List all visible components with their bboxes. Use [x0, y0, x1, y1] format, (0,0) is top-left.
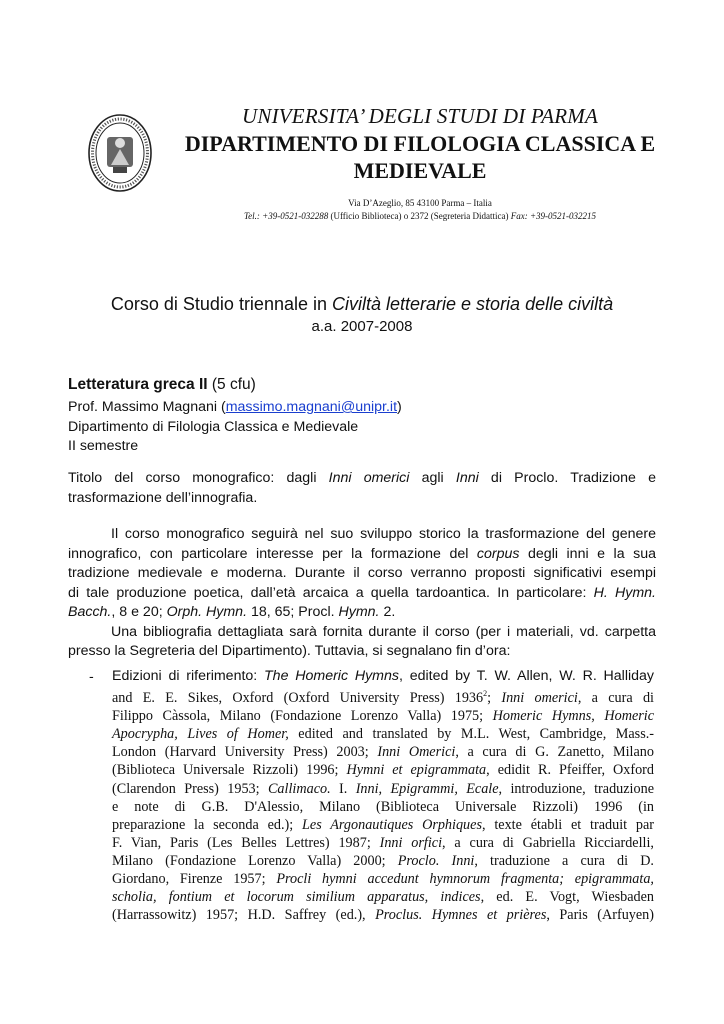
desc-line5	[68, 603, 656, 623]
italic-text: H. Hymn.	[593, 584, 657, 601]
text: London (Harvard University Press) 2003;	[112, 744, 378, 761]
text: , edited by T. W. Allen, W. R. Halliday	[398, 668, 654, 684]
professor-suffix: )	[397, 399, 402, 415]
text: Titolo del corso monografico: dagli	[68, 470, 329, 486]
department-name	[170, 130, 670, 184]
text: , texte établi et traduit par	[481, 816, 655, 833]
professor-info	[68, 398, 656, 457]
italic-text: Apocrypha, Lives of Homer,	[112, 726, 289, 743]
text: , traduzione a cura di D.	[474, 852, 654, 869]
desc-line2	[68, 545, 656, 565]
text: I.	[330, 780, 356, 797]
text: ,	[591, 708, 605, 725]
italic-text: corpus	[476, 545, 520, 562]
text: (Biblioteca Universale Rizzoli) 1996;	[112, 762, 347, 779]
text: degli inni e la sua	[519, 545, 656, 562]
text: , a cura di G. Zanetto, Milano	[455, 744, 654, 761]
professor-line	[68, 398, 656, 418]
text: ;	[487, 690, 502, 707]
ref-line	[112, 870, 654, 888]
university-name: UNIVERSITA’ DEGLI STUDI DI PARMA	[242, 104, 598, 128]
text: Giordano, Firenze 1957;	[112, 871, 277, 888]
text: , a cura di	[577, 690, 654, 707]
text: and E. E. Sikes, Oxford (Oxford University Press) 1936	[112, 690, 484, 707]
department-contacts	[170, 211, 670, 221]
telephone-desc: (Ufficio Biblioteca) o 2372 (Segreteria Didattica)	[328, 211, 511, 221]
text: , introduzione, traduzione	[498, 780, 654, 797]
subject-name: Letteratura greca II	[68, 376, 208, 393]
text: Edizioni di riferimento:	[112, 668, 265, 684]
bib-line2: presso la Segreteria del Dipartimento). Tuttavia, si segnalano fin d’ora:	[68, 643, 511, 659]
text: , Paris (Arfuyen)	[546, 907, 654, 924]
text: agli	[409, 470, 456, 486]
italic-text: Inni	[455, 470, 479, 486]
fax: Fax: +39-0521-032215	[510, 211, 597, 221]
text: , 8 e 20;	[111, 604, 167, 620]
text: (Harrassowitz) 1957; H.D. Saffrey (ed.),	[112, 907, 376, 924]
text: , a cura di Gabriella Ricciardelli,	[442, 834, 654, 851]
italic-text: Proclus. Hymnes et prières	[375, 907, 547, 924]
italic-text: Inni Omerici	[377, 744, 456, 761]
desc-line1: Il corso monografico seguirà nel suo sviluppo storico la trasformazione del genere	[111, 526, 656, 542]
italic-text: Inni, Epigrammi, Ecale	[355, 780, 499, 797]
italic-text: Inni omerici	[501, 690, 578, 707]
italic-text: Proclo. Inni	[397, 852, 475, 869]
text: edited and translated by M.L. West, Cambridge, Mass.-	[288, 726, 654, 743]
ref-line	[112, 725, 654, 743]
italic-text: The Homeric Hymns	[264, 668, 399, 684]
list-bullet: -	[89, 669, 94, 685]
italic-text: Procli hymni accedunt hymnorum fragmenta; epigrammata,	[276, 871, 654, 888]
references-list	[112, 667, 654, 924]
telephone: Tel.: +39-0521-032288	[243, 211, 329, 221]
superscript: 2	[483, 689, 488, 699]
text: preparazione la seconda ed.);	[112, 816, 302, 833]
ref-line	[112, 667, 654, 685]
course-name: Civiltà letterarie e storia delle civiltà	[332, 294, 614, 314]
ref-line	[112, 816, 654, 834]
monograph-title	[68, 469, 656, 508]
subject-heading	[68, 376, 256, 394]
text: di tale produzione poetica, dall’età arcaica a quella tardoantica. In particolare:	[68, 584, 594, 601]
university-seal-icon	[87, 113, 153, 193]
semester: II semestre	[68, 438, 139, 454]
text: Milano (Fondazione Lorenzo Valla) 2000;	[112, 852, 398, 869]
ref-line	[112, 906, 654, 924]
department-line2: MEDIEVALE	[353, 158, 487, 183]
text: 2.	[379, 604, 396, 620]
italic-text: Hymn.	[338, 604, 380, 620]
italic-text: Les Argonautiques Orphiques	[302, 816, 482, 833]
italic-text: Bacch.	[68, 604, 112, 620]
italic-text: Homeric Hymns	[492, 708, 592, 725]
ref-line	[112, 888, 654, 906]
ref-line: e note di G.B. D'Alessio, Milano (Biblioteca Universale Rizzoli) 1996 (in	[112, 798, 654, 815]
monograph-line1	[68, 469, 656, 489]
ref-line	[112, 852, 654, 870]
monograph-line2: trasformazione dell’innografia.	[68, 489, 258, 506]
ref-line	[112, 761, 654, 779]
italic-text: Callimaco.	[267, 780, 331, 797]
bib-line1: Una bibliografia dettagliata sarà fornita durante il corso (per i materiali, vd. carpetta	[111, 623, 656, 640]
text: (Clarendon Press) 1953;	[112, 780, 268, 797]
ref-line	[112, 685, 654, 707]
italic-text: Inni omerici	[328, 470, 410, 486]
subject-credits: (5 cfu)	[207, 376, 256, 393]
professor-email-link[interactable]: massimo.magnani@unipr.it	[225, 399, 398, 415]
desc-line3: tradizione medievale e moderna. Durante il corso verranno proposti significativi esempi	[68, 565, 656, 581]
ref-line	[112, 834, 654, 852]
professor-department: Dipartimento di Filologia Classica e Medievale	[68, 418, 359, 435]
text: innografico, con particolare interesse per la formazione del	[68, 545, 477, 562]
text: di Proclo. Tradizione e	[478, 470, 656, 486]
text: 18, 65; Procl.	[247, 604, 339, 620]
text: , ed. E. Vogt, Wiesbaden	[480, 889, 655, 906]
text: , edidit R. Pfeiffer, Oxford	[486, 762, 654, 779]
course-title	[40, 294, 684, 315]
italic-text: scholia, fontium et locorum similium apparatus, indices	[112, 889, 481, 906]
academic-year: a.a. 2007-2008	[311, 318, 413, 335]
course-description	[68, 525, 656, 662]
italic-text: Orph. Hymn.	[166, 604, 248, 620]
department-address: Via D’Azeglio, 85 43100 Parma – Italia	[348, 198, 492, 208]
text: Filippo Càssola, Milano (Fondazione Lorenzo Valla) 1975;	[112, 708, 493, 725]
text: F. Vian, Paris (Les Belles Lettres) 1987;	[112, 834, 380, 851]
desc-line4	[68, 584, 656, 604]
italic-text: Hymni et epigrammata	[346, 762, 487, 779]
professor-name: Prof. Massimo Magnani (	[68, 399, 226, 415]
department-line1: DIPARTIMENTO DI FILOLOGIA CLASSICA E	[184, 131, 656, 156]
ref-line	[112, 743, 654, 761]
italic-text: Inni orfici	[379, 834, 443, 851]
course-prefix: Corso di Studio triennale in	[110, 294, 332, 314]
ref-line	[112, 780, 654, 798]
italic-text: Homeric	[604, 708, 655, 725]
ref-line	[112, 707, 654, 725]
